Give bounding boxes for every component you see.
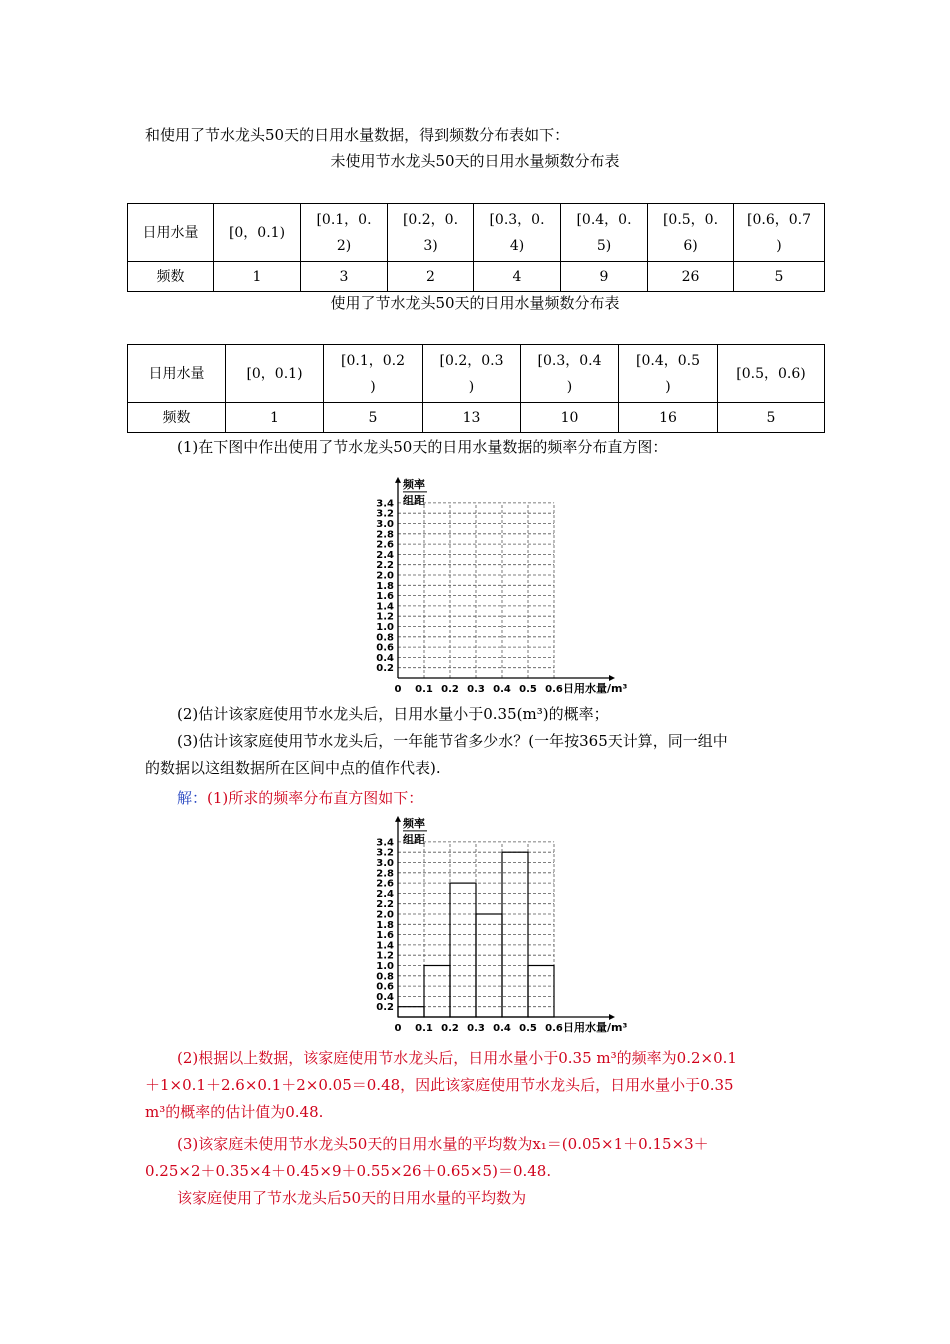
x-tick-label-1: 0.2 [441,684,459,695]
x-tick-label-1: 0.2 [441,1023,459,1034]
empty-histogram [360,460,660,705]
y-tick-label-8: 1.8 [376,580,394,592]
y-axis-label-bottom: 组距 [403,493,425,507]
x-tick-label-3: 0.4 [493,684,511,695]
table1-interval-6: [0.6，0.7 ) [734,204,825,262]
y-tick-label-5: 1.2 [376,611,394,623]
table2-interval-4: [0.4，0.5 ) [619,345,718,403]
question-1: (1)在下图中作出使用了节水龙头50天的日用水量数据的频率分布直方图： [177,438,668,456]
table1-header-count: 频数 [128,262,214,292]
y-tick-label-10: 2.2 [376,899,394,911]
question-3-line-1: (3)估计该家庭使用节水龙头后，一年能节省多少水？(一年按365天计算，同一组中 [177,732,728,750]
y-tick-label-14: 3.0 [376,858,394,869]
table2-interval-3: [0.3，0.4 ) [521,345,619,403]
x-origin-label: 0 [394,684,402,695]
table1-interval-0: [0，0.1) [214,204,301,262]
table1-count-6: 5 [734,262,825,292]
x-axis-label: 日用水量/m³ [563,682,628,695]
y-tick-label-16: 3.4 [376,837,394,849]
table1-interval-5: [0.5，0. 6) [648,204,734,262]
table1-count-4: 9 [561,262,648,292]
solution-histogram [360,810,660,1045]
x-tick-label-0: 0.1 [415,1023,433,1034]
table1-title: 未使用节水龙头50天的日用水量频数分布表 [330,152,620,170]
y-tick-label-1: 0.4 [376,991,394,1003]
x-origin-label: 0 [394,1023,402,1034]
y-tick-label-4: 1.0 [376,622,394,633]
x-axis-arrow [609,1014,615,1020]
x-tick-label-2: 0.3 [467,684,485,695]
y-tick-label-5: 1.2 [376,950,394,962]
table2 [127,344,825,433]
y-tick-label-14: 3.0 [376,519,394,530]
question-3-line-2: 的数据以这组数据所在区间中点的值作代表). [145,759,441,777]
x-axis-arrow [609,675,615,681]
y-axis-label-bottom: 组距 [403,832,425,846]
table2-interval-1: [0.1，0.2 ) [324,345,423,403]
y-tick-label-0: 0.2 [376,663,394,675]
y-tick-label-15: 3.2 [376,847,394,859]
y-tick-label-12: 2.6 [376,539,394,551]
solution-label: 解： [177,789,208,807]
solution-3-line-3: 该家庭使用了节水龙头后50天的日用水量的平均数为 [177,1189,527,1207]
table1-count-0: 1 [214,262,301,292]
y-tick-label-8: 1.8 [376,919,394,931]
table1-header-water: 日用水量 [128,204,214,262]
table2-title: 使用了节水龙头50天的日用水量频数分布表 [330,294,620,312]
x-tick-label-5: 0.6 [545,1023,563,1034]
y-tick-label-9: 2.0 [376,570,394,582]
y-tick-label-9: 2.0 [376,909,394,921]
table2-header-water: 日用水量 [128,345,226,403]
table1 [127,203,825,292]
x-tick-label-5: 0.6 [545,684,563,695]
table2-interval-5: [0.5，0.6) [718,345,825,403]
y-tick-label-3: 0.8 [376,632,394,644]
y-tick-label-2: 0.6 [376,642,394,654]
x-axis-label: 日用水量/m³ [563,1021,628,1034]
table1-count-3: 4 [474,262,561,292]
histogram-bar-5 [528,966,554,1018]
solution-2-line-3: m³的概率的估计值为0.48. [145,1103,324,1121]
intro-line: 和使用了节水龙头50天的日用水量数据，得到频数分布表如下： [145,126,570,144]
y-tick-label-12: 2.6 [376,878,394,890]
y-tick-label-13: 2.8 [376,529,394,541]
table1-count-1: 3 [301,262,388,292]
solution-3-line-2: 0.25×2＋0.35×4＋0.45×9＋0.55×26＋0.65×5)＝0.48. [145,1162,552,1180]
table1-count-5: 26 [648,262,734,292]
table2-header-count: 频数 [128,403,226,433]
solution-1 [177,787,423,809]
table1-interval-1: [0.1，0. 2) [301,204,388,262]
table1-interval-4: [0.4，0. 5) [561,204,648,262]
histogram-bar-0 [398,1007,424,1017]
solution-1-text: (1)所求的频率分布直方图如下： [207,789,424,807]
table1-count-2: 2 [388,262,474,292]
y-tick-label-6: 1.4 [376,940,394,952]
solution-2-line-2: ＋1×0.1＋2.6×0.1＋2×0.05＝0.48，因此该家庭使用节水龙头后，日用水量小于0.35 [145,1076,734,1094]
table2-count-5: 5 [718,403,825,433]
solution-2-line-1: (2)根据以上数据，该家庭使用节水龙头后，日用水量小于0.35 m³的频率为0.2×0.1 [177,1049,737,1067]
y-tick-label-10: 2.2 [376,560,394,572]
y-tick-label-6: 1.4 [376,601,394,613]
y-tick-label-7: 1.6 [376,591,394,603]
y-tick-label-15: 3.2 [376,508,394,520]
x-tick-label-2: 0.3 [467,1023,485,1034]
y-tick-label-16: 3.4 [376,498,394,510]
y-tick-label-2: 0.6 [376,981,394,993]
table1-interval-3: [0.3，0. 4) [474,204,561,262]
table1-interval-2: [0.2，0. 3) [388,204,474,262]
table2-count-3: 10 [521,403,619,433]
y-axis-label-top: 频率 [403,816,425,830]
table2-count-1: 5 [324,403,423,433]
x-tick-label-4: 0.5 [519,1023,537,1034]
table2-count-2: 13 [423,403,521,433]
x-tick-label-0: 0.1 [415,684,433,695]
histogram-bar-1 [424,966,450,1018]
histogram-bar-2 [450,883,476,1017]
y-axis-label-top: 频率 [403,477,425,491]
solution-3-line-1: (3)该家庭未使用节水龙头50天的日用水量的平均数为x₁＝(0.05×1＋0.15×3＋ [177,1135,709,1153]
table2-interval-0: [0，0.1) [226,345,324,403]
y-tick-label-7: 1.6 [376,930,394,942]
y-tick-label-11: 2.4 [376,549,394,561]
y-tick-label-3: 0.8 [376,971,394,983]
y-axis-arrow [395,816,401,822]
table2-count-4: 16 [619,403,718,433]
y-tick-label-4: 1.0 [376,961,394,972]
y-tick-label-0: 0.2 [376,1002,394,1014]
y-axis-arrow [395,477,401,483]
y-tick-label-11: 2.4 [376,888,394,900]
y-tick-label-13: 2.8 [376,868,394,880]
question-2: (2)估计该家庭使用节水龙头后，日用水量小于0.35(m³)的概率； [177,705,609,723]
table2-count-0: 1 [226,403,324,433]
table2-interval-2: [0.2，0.3 ) [423,345,521,403]
y-tick-label-1: 0.4 [376,652,394,664]
x-tick-label-3: 0.4 [493,1023,511,1034]
x-tick-label-4: 0.5 [519,684,537,695]
